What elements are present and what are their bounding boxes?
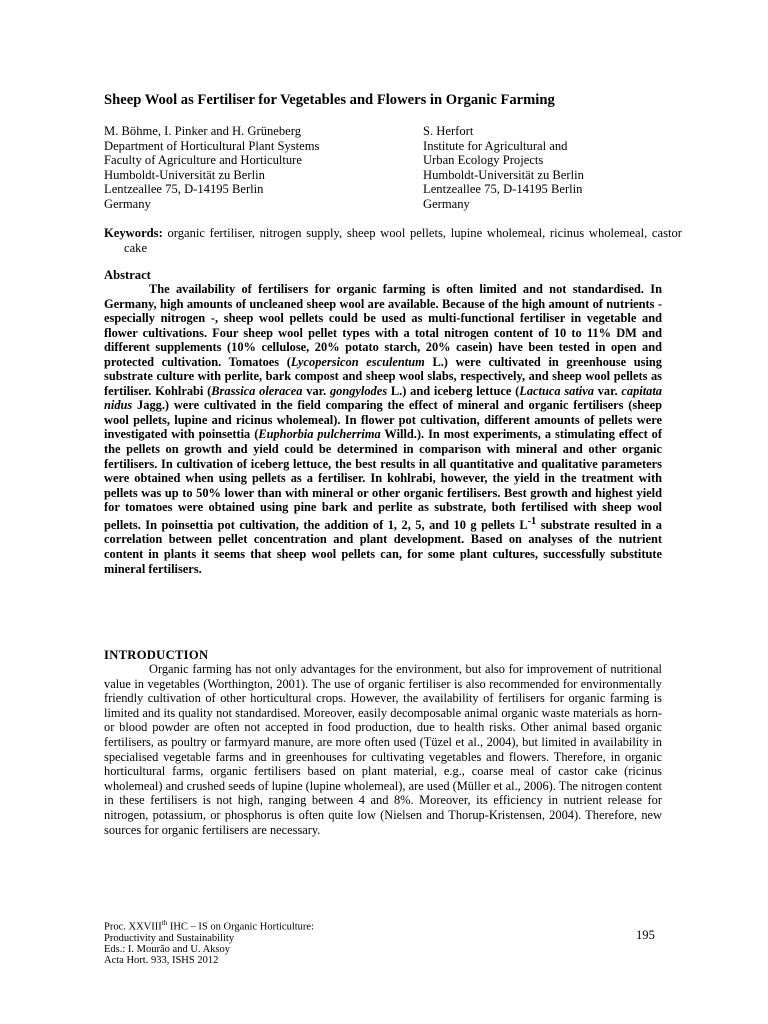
author-affiliation-line: Humboldt-Universität zu Berlin bbox=[423, 167, 584, 182]
author-affiliation-line: Urban Ecology Projects bbox=[423, 153, 544, 168]
footer-line-editors: Eds.: I. Mourão and U. Aksoy bbox=[104, 943, 230, 955]
author-affiliation-line: Institute for Agricultural and bbox=[423, 138, 568, 153]
species-name: Euphorbia pulcherrima bbox=[258, 427, 381, 442]
footer-line-citation: Acta Hort. 933, ISHS 2012 bbox=[104, 955, 219, 967]
authors-left-block bbox=[104, 124, 319, 212]
abstract-heading: Abstract bbox=[104, 268, 151, 282]
species-name: Lactuca sativa bbox=[519, 383, 594, 398]
author-affiliation-line: Department of Horticultural Plant Systems bbox=[104, 138, 320, 153]
species-name: Brassica oleracea bbox=[211, 383, 303, 398]
author-country: Germany bbox=[104, 196, 151, 211]
paper-title: Sheep Wool as Fertiliser for Vegetables and Flowers in Organic Farming bbox=[104, 92, 555, 108]
proceedings-footer bbox=[104, 918, 314, 966]
variety-name: capitata nidus bbox=[104, 383, 662, 413]
author-country: Germany bbox=[423, 196, 470, 211]
introduction-heading: INTRODUCTION bbox=[104, 648, 209, 662]
author-names: M. Böhme, I. Pinker and H. Grüneberg bbox=[104, 124, 302, 138]
keywords-paragraph bbox=[104, 226, 682, 255]
author-affiliation-line: Humboldt-Universität zu Berlin bbox=[104, 167, 265, 182]
page-number: 195 bbox=[636, 928, 655, 942]
authors-right-block bbox=[423, 124, 584, 212]
introduction-body: Organic farming has not only advantages for the environment, but also for improvement of nutritional value in vegetables (Worthington, 2001). The use of organic fertiliser is also recommended for environmentally friendly cultivation of other horticultural crops. However, the availability of fertilisers for organic farming is limited and its quality not standardised. Moreover, easily decomposable animal organic waste materials as horn- or blood powder are often not accepted in food production, due to health risks. Other animal based organic fertilisers, as poultry or farmyard manure, are more often used (Tüzel et al., 2004), but limited in availability in specialised vegetable farms and in greenhouses for cultivating vegetables and flowers. Therefore, in organic horticultural farms, organic fertilisers based on plant material, e.g., coarse meal of castor cake (ricinus wholemeal) and crushed seeds of lupine (lupine wholemeal), are used (Müller et al., 2006). The nitrogen content in these fertilisers is not high, ranging between 4 and 8%. Moreover, its efficiency in nutrient release for nitrogen, potassium, or phosphorus is often quite low (Nielsen and Thorup-Kristensen, 2004). Therefore, new sources for organic fertilisers are necessary. bbox=[104, 662, 662, 837]
footer-line-subtitle: Productivity and Sustainability bbox=[104, 932, 235, 944]
abstract-body: The availability of fertilisers for organic farming is often limited and not standardised. In Germany, high amounts of uncleaned sheep wool are available. Because of the high amount of nutrients - especially nitrogen -, sheep wool pellets could be used as multi-functional fertiliser in vegetable and flower cultivations. Four sheep wool pellet types with a total nitrogen content of 10 to 11% DM and different supplements (10% cellulose, 20% potato starch, 20% casein) have been tested in open and protected cultivation. Tomatoes (Lycopersicon esculentum L.) were cultivated in greenhouse using substrate culture with perlite, bark compost and sheep wool slabs, respectively, and sheep wool pellets as fertiliser. Kohlrabi (Brassica oleracea var. gongylodes L.) and iceberg lettuce (Lactuca sativa var. capitata nidus Jagg.) were cultivated in the field comparing the effect of mineral and organic fertilisers (sheep wool pellets, lupine and ricinus wholemeal). In flower pot cultivation, different amounts of pellets were investigated with poinsettia (Euphorbia pulcherrima Willd.). In most experiments, a stimulating effect of the pellets on growth and yield could be determined in comparison with mineral and other organic fertilisers. In cultivation of iceberg lettuce, the best results in all quantitative and qualitative parameters were obtained when using pellets as a fertiliser. In kohlrabi, however, the yield in the treatment with pellets was up to 50% lower than with mineral or other organic fertilisers. Best growth and highest yield for tomatoes were obtained using pine bark and perlite as substrate, both fertilised with sheep wool pellets. In poinsettia pot cultivation, the addition of 1, 2, 5, and 10 g pellets $L^{-1}$ substrate resulted in a correlation between pellet concentration and plant development. Based on analyses of the nutrient content in plants it seems that sheep wool pellets can, for some plant cultures, successfully substitute mineral fertilisers. bbox=[104, 282, 663, 576]
author-address-line: Lentzeallee 75, D-14195 Berlin bbox=[423, 182, 583, 197]
species-name: Lycopersicon esculentum bbox=[290, 354, 425, 369]
keywords-label: Keywords: bbox=[104, 226, 163, 240]
author-names: S. Herfort bbox=[423, 124, 474, 138]
footer-line-proceedings: Proc. XXVIIIth IHC – IS on Organic Horticulture: bbox=[104, 919, 314, 933]
keywords-text: organic fertiliser, nitrogen supply, sheep wool pellets, lupine wholemeal, ricinus wholemeal, castor cake bbox=[124, 226, 682, 255]
variety-name: gongylodes bbox=[329, 383, 388, 398]
unit-superscript: -1 bbox=[527, 515, 537, 527]
author-affiliation-line: Faculty of Agriculture and Horticulture bbox=[104, 153, 302, 168]
author-address-line: Lentzeallee 75, D-14195 Berlin bbox=[104, 182, 264, 197]
